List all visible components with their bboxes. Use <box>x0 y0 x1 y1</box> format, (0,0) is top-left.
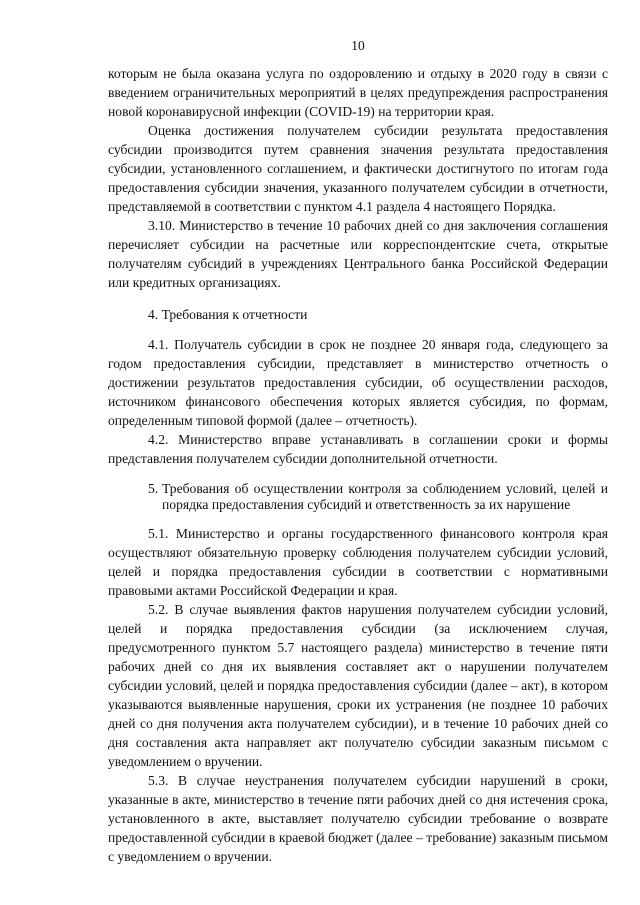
section-5-heading-text: Требования об осуществлении контроля за соблюдением условий, целей и порядка предоставления субсидий и ответственность за их нарушение <box>162 481 608 512</box>
paragraph-5-2: 5.2. В случае выявления фактов нарушения получателем субсидии условий, целей и порядка предоставления субсидии (за исключением случая, предусмотренного пунктом 5.7 настоящего раздела) министерство в течение пяти рабочих дней со дня их выявления составляет акт о нарушении получателем субсидии условий, целей и порядка предоставления субсидии (далее – акт), в котором указываются выявленные нарушения, сроки их устранения (не позднее 10 рабочих дней со дня получения акта получателем субсидии), и в течение 10 рабочих дней со дня составления акта направляет акт получателю субсидии заказным письмом с уведомлением о вручении. <box>108 602 608 769</box>
paragraph-covid-continuation: которым не была оказана услуга по оздоровлению и отдыху в 2020 году в связи с введением ограничительных мероприятий в целях предупреждения распространения новой коронавирусной инфекции (COVID-19) на территории края. <box>108 66 608 119</box>
paragraph-3-10: 3.10. Министерство в течение 10 рабочих дней со дня заключения соглашения перечисляет субсидии на расчетные или корреспондентские счета, открытые получателям субсидий в учреждениях Центрального банка Российской Федерации или кредитных организациях. <box>108 218 608 290</box>
paragraph-5-3: 5.3. В случае неустранения получателем субсидии нарушений в сроки, указанные в акте, министерство в течение пяти рабочих дней со дня истечения срока, установленного в акте, выставляет получателю субсидии требование о возврате предоставленной субсидии в краевой бюджет (далее – требование) заказным письмом с уведомлением о вручении. <box>108 773 608 864</box>
paragraph-result-assessment: Оценка достижения получателем субсидии результата предоставления субсидии производится путем сравнения значения результата предоставления субсидии, установленного соглашением, и фактически достигнутого по итогам года предоставления субсидии значения, указанного получателем субсидии в отчетности, представляемой в соответствии с пунктом 4.1 раздела 4 настоящего Порядка. <box>108 123 608 214</box>
paragraph-5-1: 5.1. Министерство и органы государственного финансового контроля края осуществляют обязательную проверку соблюдения получателем субсидии условий, целей и порядка предоставления субсидии в соответствии с нормативными правовыми актами Российской Федерации и края. <box>108 526 608 598</box>
paragraph-4-1: 4.1. Получатель субсидии в срок не позднее 20 января года, следующего за годом предоставления субсидии, представляет в министерство отчетность о достижении результатов предоставления субсидии, об осуществлении расходов, источником финансового обеспечения которых является субсидия, по формам, определенным типовой формой (далее – отчетность). <box>108 337 608 428</box>
page-number: 10 <box>351 38 365 53</box>
section-5-heading <box>148 481 608 513</box>
paragraph-4-2: 4.2. Министерство вправе устанавливать в соглашении сроки и формы представления получателем субсидии дополнительной отчетности. <box>108 432 608 466</box>
section-5-heading-number: 5. <box>148 481 159 496</box>
section-4-heading: 4. Требования к отчетности <box>148 307 308 322</box>
